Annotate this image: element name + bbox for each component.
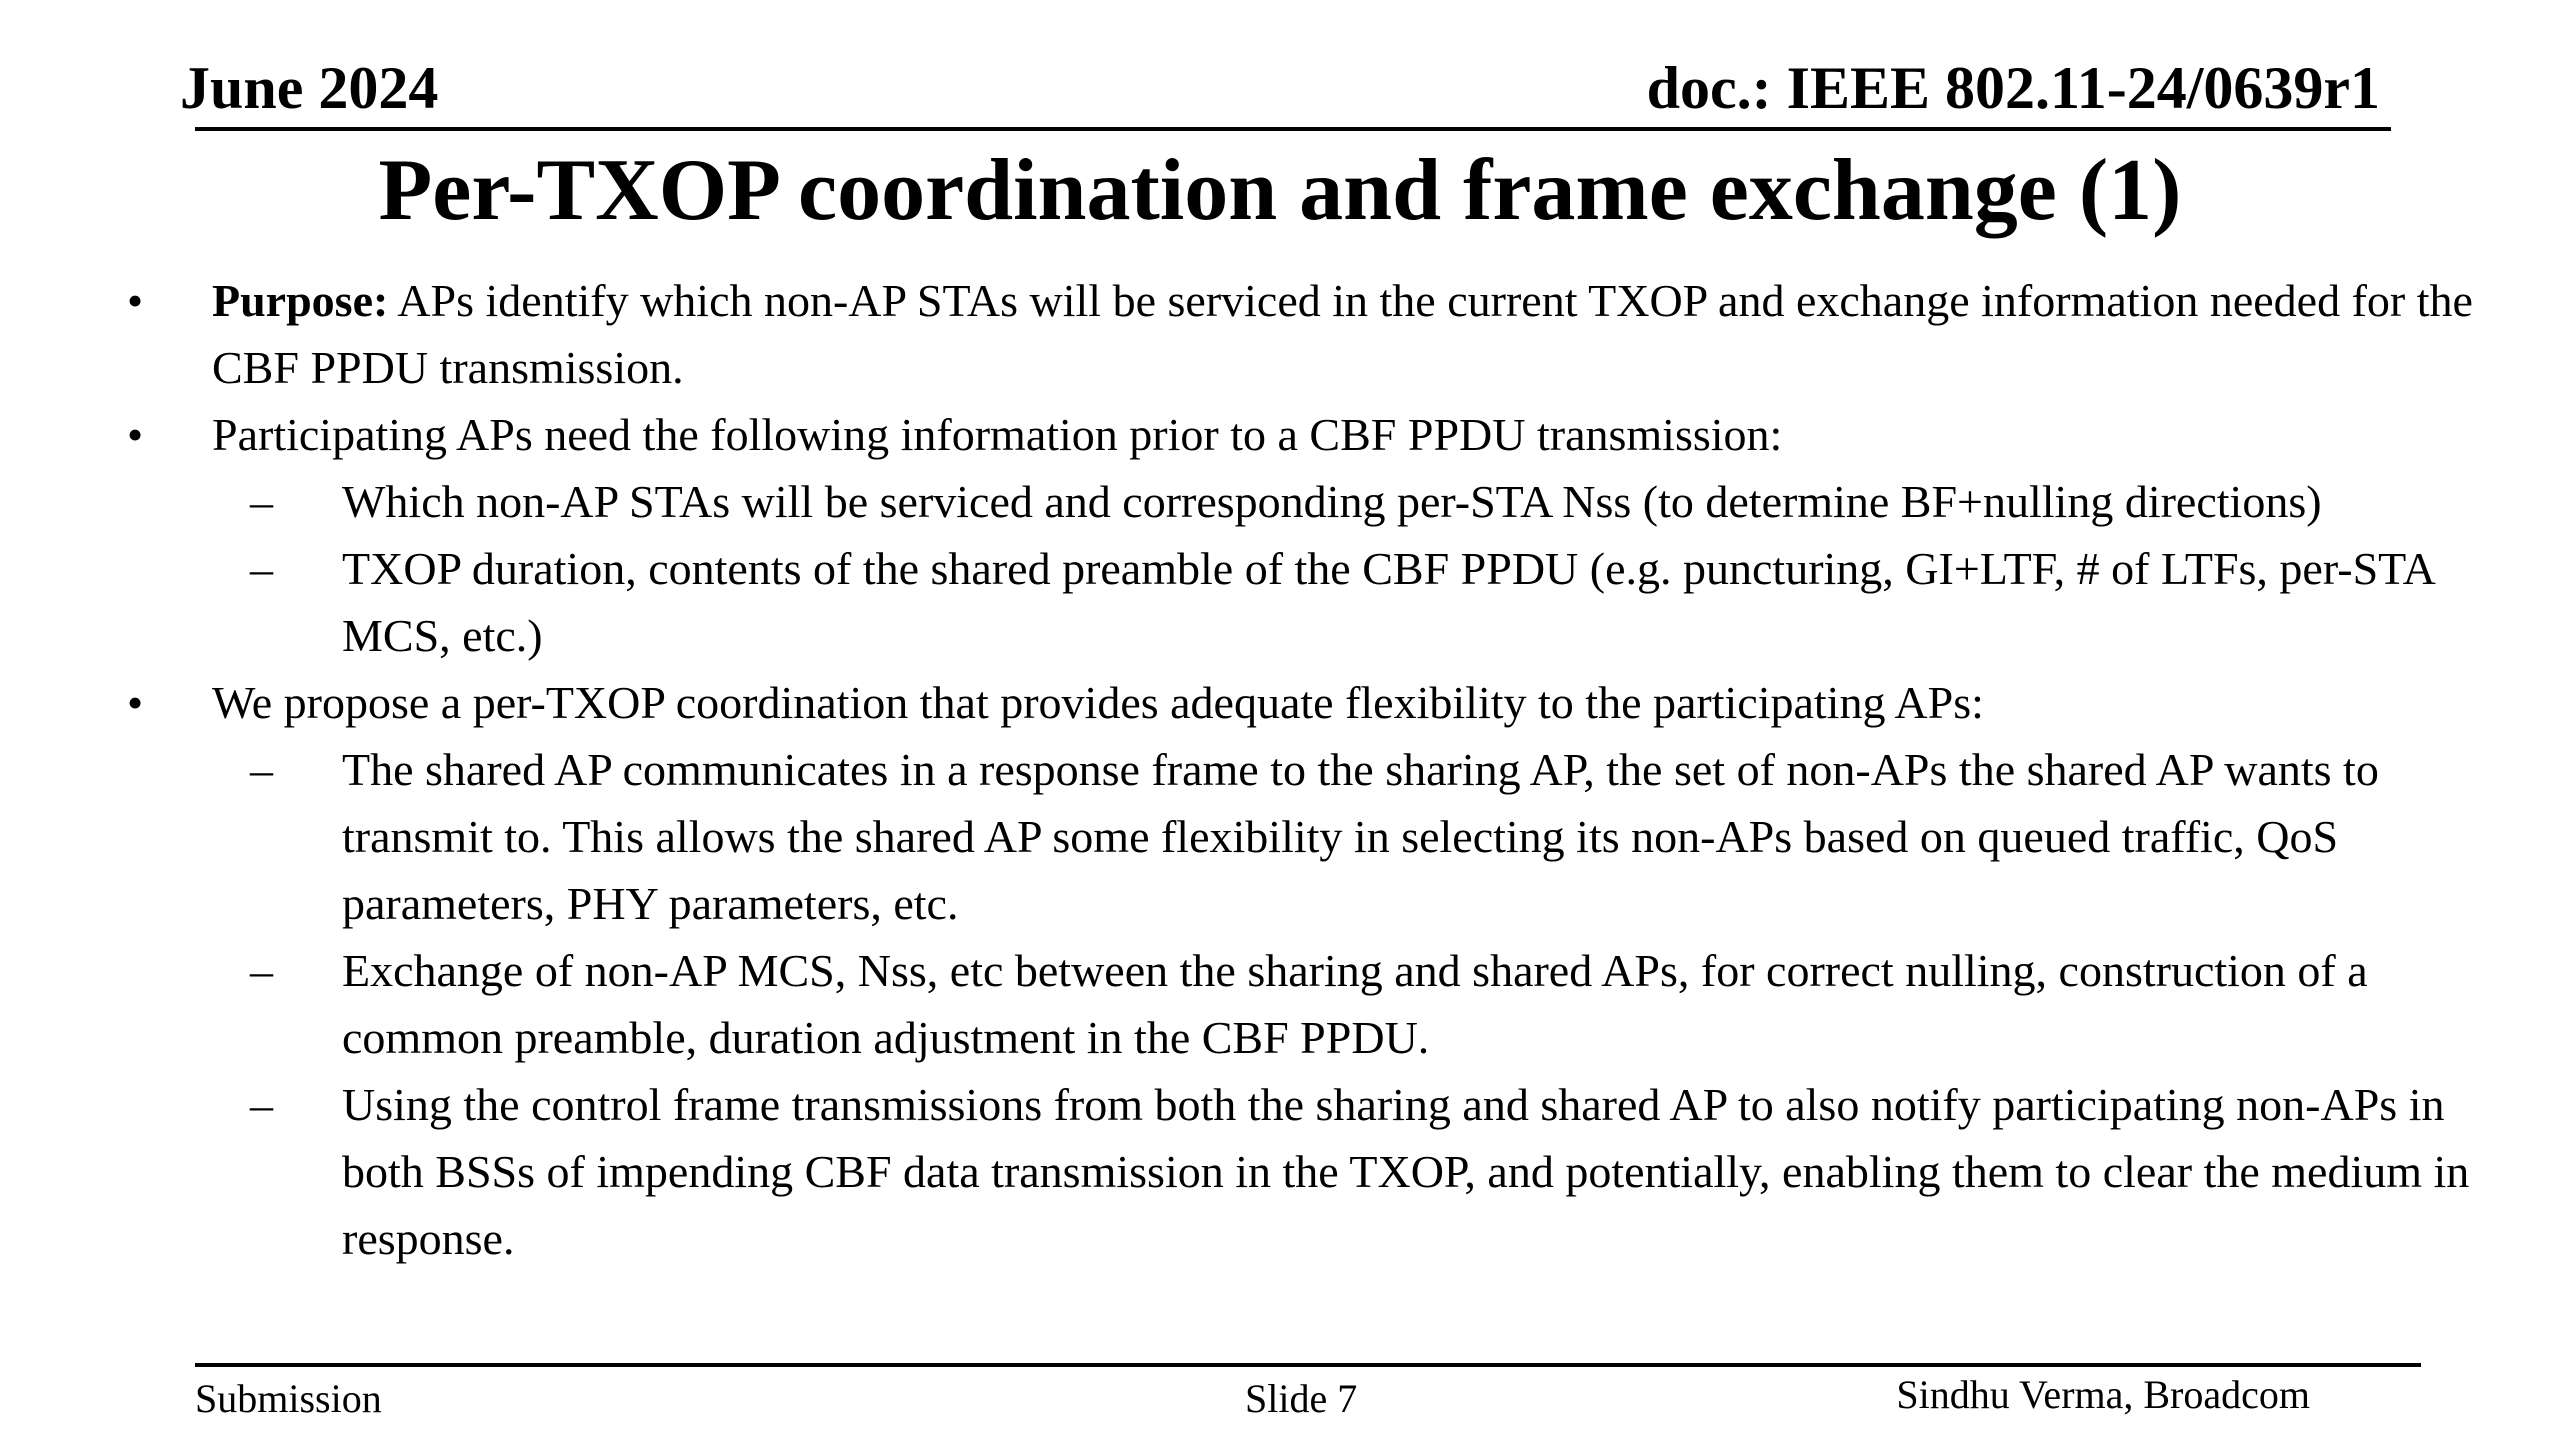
footer-divider	[195, 1363, 2421, 1367]
subbullet-text: Exchange of non-AP MCS, Nss, etc between the sharing and shared APs, for correct nulling, construction of a common preamble, duration adjustment in the CBF PPDU.	[342, 945, 2368, 1063]
bullet-marker: •	[127, 409, 144, 460]
bullet-purpose	[127, 267, 2482, 401]
subbullet-marker: –	[250, 543, 273, 594]
header-divider	[195, 127, 2391, 131]
bullet-text: We propose a per-TXOP coordination that provides adequate flexibility to the participating APs:	[212, 677, 1984, 728]
subbullet-text: The shared AP communicates in a response frame to the sharing AP, the set of non-APs the shared AP wants to transmit to. This allows the shared AP some flexibility in selecting its non-APs based on queued traffic, QoS parameters, PHY parameters, etc.	[342, 744, 2379, 929]
subbullet-marker: –	[250, 476, 273, 527]
bullet-lead: Purpose:	[212, 275, 389, 326]
bullet-proposal	[127, 669, 2482, 736]
header-doc-id: doc.: IEEE 802.11-24/0639r1	[1646, 55, 2380, 121]
subbullet-marker: –	[250, 744, 273, 795]
subbullet-response-frame	[250, 736, 2487, 937]
footer-slide-number: Slide 7	[1245, 1376, 1358, 1421]
footer-submission: Submission	[195, 1376, 382, 1421]
bullet-participating-aps	[127, 401, 2482, 468]
bullet-marker: •	[127, 677, 144, 728]
bullet-text: Participating APs need the following information prior to a CBF PPDU transmission:	[212, 409, 1783, 460]
slide-title: Per-TXOP coordination and frame exchange (1)	[378, 142, 2182, 239]
bullet-marker: •	[127, 275, 144, 326]
subbullet-marker: –	[250, 945, 273, 996]
header-date: June 2024	[180, 55, 439, 121]
subbullet-txop-duration	[250, 535, 2487, 669]
subbullet-text: Using the control frame transmissions from both the sharing and shared AP to also notify participating non-APs in both BSSs of impending CBF data transmission in the TXOP, and potentially, enabling them to clear the medium in response.	[342, 1079, 2470, 1264]
subbullet-text: Which non-AP STAs will be serviced and corresponding per-STA Nss (to determine BF+nulling directions)	[342, 476, 2322, 527]
subbullet-mcs-exchange	[250, 937, 2487, 1071]
subbullet-marker: –	[250, 1079, 273, 1130]
slide-body	[0, 267, 2560, 1272]
footer-author: Sindhu Verma, Broadcom	[1896, 1372, 2310, 1417]
bullet-text: APs identify which non-AP STAs will be serviced in the current TXOP and exchange information needed for the CBF PPDU transmission.	[212, 275, 2473, 393]
subbullet-text: TXOP duration, contents of the shared preamble of the CBF PPDU (e.g. puncturing, GI+LTF, # of LTFs, per-STA MCS, etc.)	[342, 543, 2434, 661]
subbullet-control-frame	[250, 1071, 2487, 1272]
subbullet-sta-nss	[250, 468, 2487, 535]
